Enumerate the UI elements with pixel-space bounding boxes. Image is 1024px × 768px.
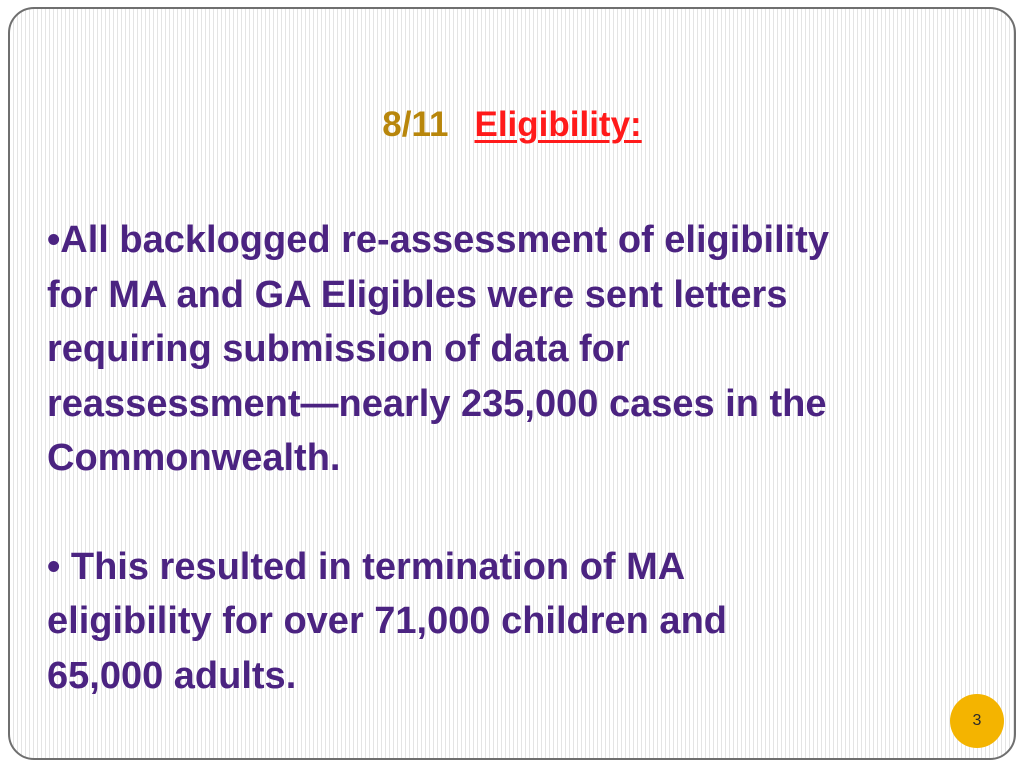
bullet-paragraph-1 [47, 213, 1007, 486]
text-line: reassessment—nearly 235,000 cases in the [47, 382, 827, 425]
title-text: Eligibility: [474, 105, 642, 144]
bullet-paragraph-2 [47, 540, 1007, 704]
text-line: Commonwealth. [47, 437, 341, 479]
text-line: 65,000 adults. [47, 654, 297, 697]
text-line: • This resulted in termination of MA [47, 545, 686, 588]
text-line: for MA and GA Eligibles were sent letters [47, 273, 788, 316]
slide-body [47, 213, 1007, 703]
paragraph-gap [47, 486, 1007, 540]
slide [8, 7, 1016, 760]
slide-title [10, 103, 1014, 147]
text-line: eligibility for over 71,000 children and [47, 600, 727, 642]
text-line: requiring submission of data for [47, 328, 630, 370]
text-line: •All backlogged re-assessment of eligibility [47, 219, 829, 261]
page-number-badge: 3 [950, 694, 1004, 748]
title-number: 8/11 [382, 105, 449, 144]
